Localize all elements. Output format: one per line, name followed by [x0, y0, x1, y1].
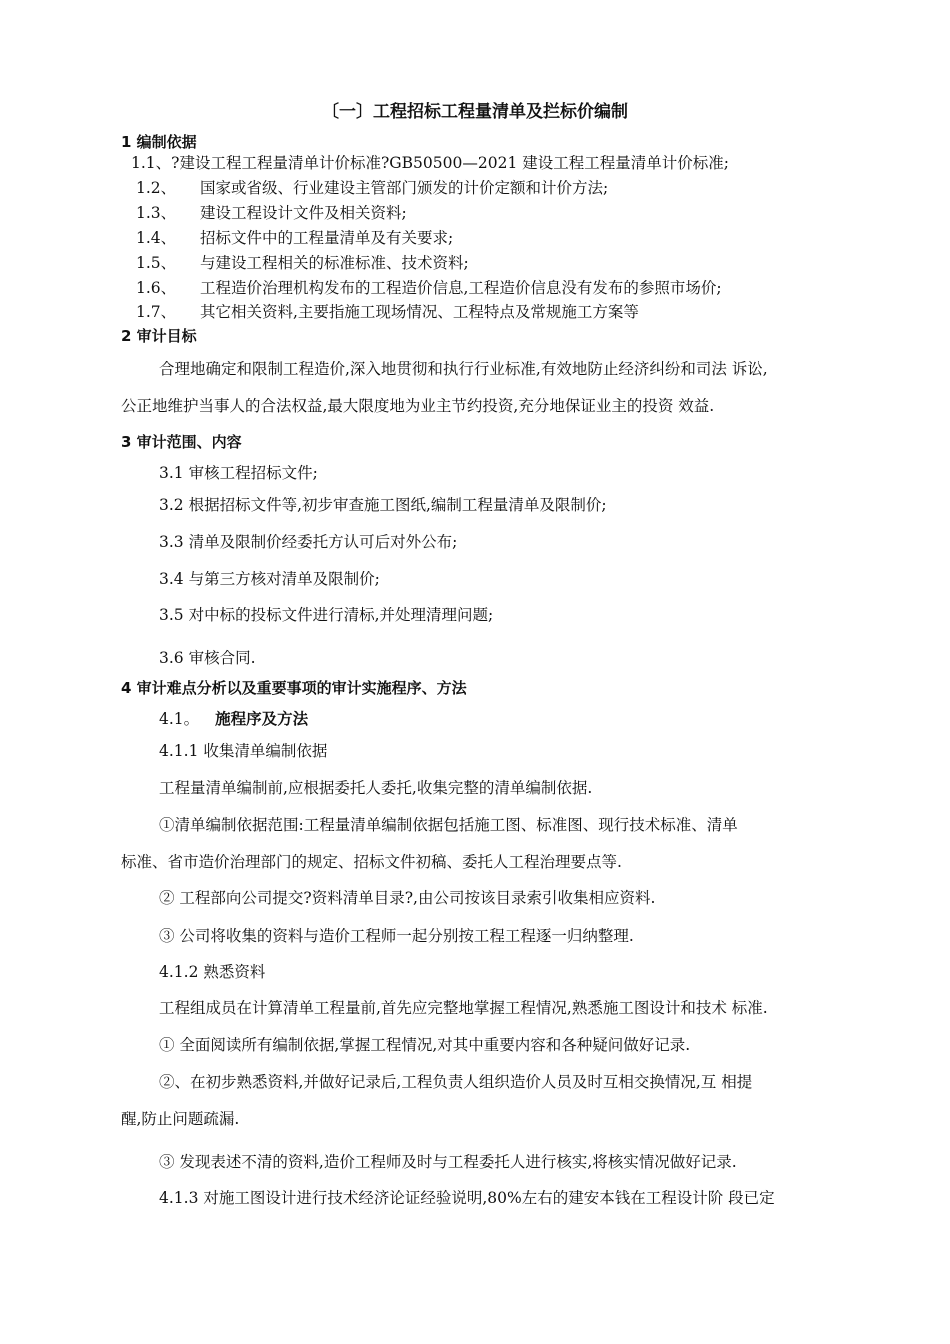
subsection-number: 4.1。: [159, 710, 200, 728]
subsection-heading: 4.1.1 收集清单编制依据: [159, 742, 328, 760]
paragraph-line: ③ 发现表述不清的资料,造价工程师及时与工程委托人进行核实,将核实情况做好记录.: [159, 1153, 737, 1171]
item-number: 1.6、: [136, 279, 177, 297]
item-number: 1.2、: [136, 179, 177, 197]
paragraph-line: ①清单编制依据范围:工程量清单编制依据包括施工图、标准图、现行技术标准、清单: [159, 816, 738, 834]
item-text: 工程造价治理机构发布的工程造价信息,工程造价信息没有发布的参照市场价;: [200, 279, 722, 297]
list-item: 3.6 审核合同.: [159, 649, 256, 667]
item-text: 其它相关资料,主要指施工现场情况、工程特点及常规施工方案等: [200, 303, 639, 321]
section2-heading: 2 审计目标: [121, 327, 197, 345]
list-item: [136, 228, 453, 248]
document-title: 〔一〕工程招标工程量清单及拦标价编制: [322, 102, 628, 122]
item-text: 国家或省级、行业建设主管部门颁发的计价定额和计价方法;: [200, 179, 609, 197]
paragraph-line: ① 全面阅读所有编制依据,掌握工程情况,对其中重要内容和各种疑问做好记录.: [159, 1036, 691, 1054]
subsection-heading: [159, 709, 308, 729]
item-text: ?建设工程工程量清单计价标准?GB50500—2021 建设工程工程量清单计价标准;: [171, 154, 729, 172]
item-number: 1.3、: [136, 204, 177, 222]
subsection-heading: 4.1.2 熟悉资料: [159, 963, 266, 981]
item-text: 建设工程设计文件及相关资料;: [200, 204, 407, 222]
paragraph-line: ③ 公司将收集的资料与造价工程师一起分别按工程工程逐一归纳整理.: [159, 927, 634, 945]
list-item: 3.1 审核工程招标文件;: [159, 464, 318, 482]
list-item: 3.5 对中标的投标文件进行清标,并处理清理问题;: [159, 606, 494, 624]
paragraph-line: 工程组成员在计算清单工程量前,首先应完整地掌握工程情况,熟悉施工图设计和技术 标准.: [159, 999, 768, 1017]
list-item: [136, 278, 722, 298]
item-number: 1.4、: [136, 229, 177, 247]
item-number: 1.7、: [136, 303, 177, 321]
paragraph-line: 工程量清单编制前,应根据委托人委托,收集完整的清单编制依据.: [159, 779, 593, 797]
paragraph-line: 公正地维护当事人的合法权益,最大限度地为业主节约投资,充分地保证业主的投资 效益.: [121, 397, 715, 415]
item-number: 1.5、: [136, 254, 177, 272]
list-item: [136, 302, 639, 322]
paragraph-line: ② 工程部向公司提交?资料清单目录?,由公司按该目录索引收集相应资料.: [159, 889, 656, 907]
section1-heading: 1 编制依据: [121, 133, 197, 151]
list-item: 3.3 清单及限制价经委托方认可后对外公布;: [159, 533, 458, 551]
list-item: 3.4 与第三方核对清单及限制价;: [159, 570, 380, 588]
list-item: [131, 153, 729, 173]
paragraph-line: 醒,防止问题疏漏.: [121, 1110, 240, 1128]
item-number: 1.1、: [131, 154, 172, 172]
item-text: 招标文件中的工程量清单及有关要求;: [200, 229, 454, 247]
list-item: [136, 178, 608, 198]
subsection-title: 施程序及方法: [215, 710, 309, 728]
paragraph-line: ②、在初步熟悉资料,并做好记录后,工程负责人组织造价人员及时互相交换情况,互 相提: [159, 1073, 753, 1091]
section4-heading: 4 审计难点分析以及重要事项的审计实施程序、方法: [121, 679, 467, 697]
paragraph-line: 4.1.3 对施工图设计进行技术经济论证经验说明,80%左右的建安本钱在工程设计阶 段已定: [159, 1189, 775, 1207]
section3-heading: 3 审计范围、内容: [121, 433, 242, 451]
list-item: [136, 203, 407, 223]
list-item: [136, 253, 469, 273]
paragraph-line: 标准、省市造价治理部门的规定、招标文件初稿、委托人工程治理要点等.: [121, 853, 622, 871]
list-item: 3.2 根据招标文件等,初步审查施工图纸,编制工程量清单及限制价;: [159, 496, 607, 514]
paragraph-line: 合理地确定和限制工程造价,深入地贯彻和执行行业标准,有效地防止经济纠纷和司法 诉讼,: [159, 360, 768, 378]
item-text: 与建设工程相关的标准标准、技术资料;: [200, 254, 469, 272]
